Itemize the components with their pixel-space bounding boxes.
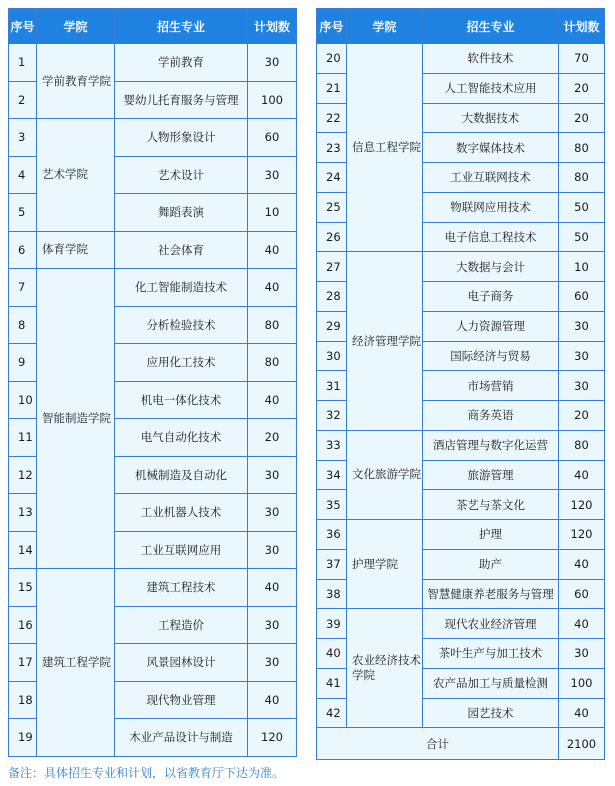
table-row — [9, 269, 297, 307]
row-number: 19 — [9, 719, 37, 757]
major-name: 茶叶生产与加工技术 — [423, 639, 559, 669]
row-number: 41 — [317, 668, 347, 698]
major-name: 人力资源管理 — [423, 311, 559, 341]
plan-count: 80 — [559, 163, 605, 193]
plan-count: 60 — [248, 119, 297, 157]
plan-count: 50 — [559, 222, 605, 252]
header-major: 招生专业 — [115, 9, 248, 44]
major-name: 电子信息工程技术 — [423, 222, 559, 252]
row-number: 2 — [9, 81, 37, 119]
table-row — [317, 520, 605, 550]
plan-count: 20 — [248, 419, 297, 457]
table-row — [9, 569, 297, 607]
table-row — [317, 44, 605, 74]
major-name: 社会体育 — [115, 231, 248, 269]
major-name: 商务英语 — [423, 401, 559, 431]
plan-count: 30 — [248, 644, 297, 682]
plan-count: 10 — [248, 194, 297, 232]
major-name: 国际经济与贸易 — [423, 341, 559, 371]
major-name: 软件技术 — [423, 44, 559, 74]
school-name: 经济管理学院 — [347, 252, 423, 431]
plan-count: 60 — [559, 282, 605, 312]
row-number: 1 — [9, 44, 37, 82]
plan-count: 100 — [559, 668, 605, 698]
plan-count: 30 — [248, 456, 297, 494]
plan-count: 120 — [248, 719, 297, 757]
header-school: 学院 — [347, 9, 423, 44]
plan-count: 30 — [559, 341, 605, 371]
row-number: 25 — [317, 192, 347, 222]
plan-count: 40 — [559, 460, 605, 490]
major-name: 电子商务 — [423, 282, 559, 312]
row-number: 26 — [317, 222, 347, 252]
school-name: 艺术学院 — [37, 119, 115, 232]
row-number: 28 — [317, 282, 347, 312]
major-name: 现代农业经济管理 — [423, 609, 559, 639]
row-number: 39 — [317, 609, 347, 639]
plan-count: 30 — [559, 639, 605, 669]
major-name: 工业互联网技术 — [423, 163, 559, 193]
plan-count: 20 — [559, 103, 605, 133]
row-number: 20 — [317, 44, 347, 74]
school-name: 智能制造学院 — [37, 269, 115, 569]
plan-count: 20 — [559, 401, 605, 431]
table-row — [317, 609, 605, 639]
row-number: 8 — [9, 306, 37, 344]
header-row — [317, 9, 605, 44]
row-number: 21 — [317, 73, 347, 103]
row-number: 35 — [317, 490, 347, 520]
plan-count: 10 — [559, 252, 605, 282]
plan-count: 40 — [248, 681, 297, 719]
row-number: 31 — [317, 371, 347, 401]
plan-count: 80 — [559, 133, 605, 163]
enrollment-table-left — [8, 8, 297, 757]
major-name: 化工智能制造技术 — [115, 269, 248, 307]
major-name: 艺术设计 — [115, 156, 248, 194]
major-name: 助产 — [423, 549, 559, 579]
row-number: 33 — [317, 430, 347, 460]
major-name: 人物形象设计 — [115, 119, 248, 157]
major-name: 风景园林设计 — [115, 644, 248, 682]
major-name: 园艺技术 — [423, 698, 559, 728]
plan-count: 40 — [248, 381, 297, 419]
plan-count: 50 — [559, 192, 605, 222]
plan-count: 120 — [559, 520, 605, 550]
major-name: 机械制造及自动化 — [115, 456, 248, 494]
major-name: 电气自动化技术 — [115, 419, 248, 457]
major-name: 物联网应用技术 — [423, 192, 559, 222]
row-number: 36 — [317, 520, 347, 550]
plan-count: 80 — [248, 306, 297, 344]
row-number: 42 — [317, 698, 347, 728]
plan-count: 70 — [559, 44, 605, 74]
table-row — [9, 231, 297, 269]
header-school: 学院 — [37, 9, 115, 44]
total-row — [317, 728, 605, 760]
row-number: 18 — [9, 681, 37, 719]
table-row — [317, 430, 605, 460]
plan-count: 30 — [248, 494, 297, 532]
header-plan: 计划数 — [559, 9, 605, 44]
school-name: 文化旅游学院 — [347, 430, 423, 519]
major-name: 学前教育 — [115, 44, 248, 82]
plan-count: 80 — [248, 344, 297, 382]
major-name: 机电一体化技术 — [115, 381, 248, 419]
major-name: 市场营销 — [423, 371, 559, 401]
header-no: 序号 — [317, 9, 347, 44]
row-number: 10 — [9, 381, 37, 419]
major-name: 工业机器人技术 — [115, 494, 248, 532]
header-row — [9, 9, 297, 44]
row-number: 11 — [9, 419, 37, 457]
row-number: 9 — [9, 344, 37, 382]
row-number: 23 — [317, 133, 347, 163]
header-plan: 计划数 — [248, 9, 297, 44]
school-name: 体育学院 — [37, 231, 115, 269]
row-number: 7 — [9, 269, 37, 307]
major-name: 现代物业管理 — [115, 681, 248, 719]
row-number: 32 — [317, 401, 347, 431]
plan-count: 30 — [248, 531, 297, 569]
row-number: 27 — [317, 252, 347, 282]
major-name: 舞蹈表演 — [115, 194, 248, 232]
plan-count: 40 — [559, 609, 605, 639]
plan-count: 40 — [248, 569, 297, 607]
plan-count: 30 — [248, 44, 297, 82]
school-name: 学前教育学院 — [37, 44, 115, 119]
school-name: 建筑工程学院 — [37, 569, 115, 757]
footnote: 备注：具体招生专业和计划，以省教育厅下达为准。 — [8, 766, 285, 780]
plan-count: 30 — [559, 311, 605, 341]
row-number: 12 — [9, 456, 37, 494]
table-body-right — [317, 44, 605, 728]
header-no: 序号 — [9, 9, 37, 44]
total-label: 合计 — [317, 728, 559, 760]
plan-count: 40 — [248, 269, 297, 307]
major-name: 婴幼儿托育服务与管理 — [115, 81, 248, 119]
major-name: 工程造价 — [115, 606, 248, 644]
major-name: 智慧健康养老服务与管理 — [423, 579, 559, 609]
row-number: 14 — [9, 531, 37, 569]
plan-count: 60 — [559, 579, 605, 609]
major-name: 大数据技术 — [423, 103, 559, 133]
plan-count: 30 — [248, 606, 297, 644]
row-number: 15 — [9, 569, 37, 607]
row-number: 17 — [9, 644, 37, 682]
table-row — [9, 44, 297, 82]
total-value: 2100 — [559, 728, 605, 760]
row-number: 34 — [317, 460, 347, 490]
row-number: 40 — [317, 639, 347, 669]
major-name: 茶艺与茶文化 — [423, 490, 559, 520]
row-number: 16 — [9, 606, 37, 644]
school-name: 农业经济技术学院 — [347, 609, 423, 728]
school-name: 护理学院 — [347, 520, 423, 609]
plan-count: 80 — [559, 430, 605, 460]
row-number: 3 — [9, 119, 37, 157]
plan-count: 30 — [248, 156, 297, 194]
major-name: 数字媒体技术 — [423, 133, 559, 163]
plan-count: 30 — [559, 371, 605, 401]
row-number: 4 — [9, 156, 37, 194]
plan-count: 20 — [559, 73, 605, 103]
major-name: 人工智能技术应用 — [423, 73, 559, 103]
major-name: 酒店管理与数字化运营 — [423, 430, 559, 460]
table-row — [9, 119, 297, 157]
plan-count: 120 — [559, 490, 605, 520]
major-name: 分析检验技术 — [115, 306, 248, 344]
plan-count: 40 — [248, 231, 297, 269]
major-name: 木业产品设计与制造 — [115, 719, 248, 757]
major-name: 护理 — [423, 520, 559, 550]
row-number: 13 — [9, 494, 37, 532]
plan-count: 40 — [559, 549, 605, 579]
row-number: 24 — [317, 163, 347, 193]
major-name: 大数据与会计 — [423, 252, 559, 282]
major-name: 旅游管理 — [423, 460, 559, 490]
major-name: 农产品加工与质量检测 — [423, 668, 559, 698]
row-number: 37 — [317, 549, 347, 579]
header-major: 招生专业 — [423, 9, 559, 44]
major-name: 工业互联网应用 — [115, 531, 248, 569]
major-name: 建筑工程技术 — [115, 569, 248, 607]
major-name: 应用化工技术 — [115, 344, 248, 382]
plan-count: 100 — [248, 81, 297, 119]
row-number: 29 — [317, 311, 347, 341]
row-number: 5 — [9, 194, 37, 232]
row-number: 38 — [317, 579, 347, 609]
table-body-left — [9, 44, 297, 757]
row-number: 6 — [9, 231, 37, 269]
row-number: 22 — [317, 103, 347, 133]
table-row — [317, 252, 605, 282]
enrollment-table-right — [316, 8, 605, 760]
row-number: 30 — [317, 341, 347, 371]
plan-count: 40 — [559, 698, 605, 728]
school-name: 信息工程学院 — [347, 44, 423, 252]
